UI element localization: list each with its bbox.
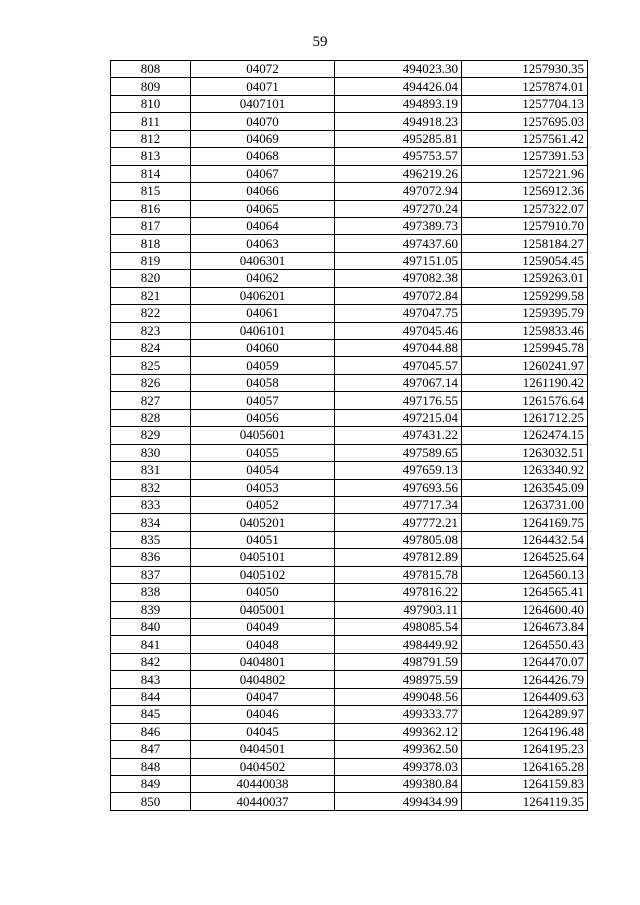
point-code-cell: 40440037 <box>191 793 335 810</box>
table-row <box>111 706 588 723</box>
y-coordinate-cell: 1264195.23 <box>462 741 588 758</box>
point-number-cell: 822 <box>111 305 191 322</box>
point-number-cell: 830 <box>111 444 191 461</box>
point-code-cell: 04071 <box>191 78 335 95</box>
y-coordinate-cell: 1263032.51 <box>462 444 588 461</box>
x-coordinate-cell: 494918.23 <box>335 113 462 130</box>
x-coordinate-cell: 497176.55 <box>335 392 462 409</box>
y-coordinate-cell: 1259054.45 <box>462 252 588 269</box>
y-coordinate-cell: 1257704.13 <box>462 95 588 112</box>
y-coordinate-cell: 1264196.48 <box>462 723 588 740</box>
x-coordinate-cell: 499380.84 <box>335 775 462 792</box>
y-coordinate-cell: 1259945.78 <box>462 340 588 357</box>
point-number-cell: 834 <box>111 514 191 531</box>
y-coordinate-cell: 1256912.36 <box>462 183 588 200</box>
point-number-cell: 810 <box>111 95 191 112</box>
point-code-cell: 0405201 <box>191 514 335 531</box>
x-coordinate-cell: 497072.84 <box>335 287 462 304</box>
table-row <box>111 305 588 322</box>
y-coordinate-cell: 1264565.41 <box>462 584 588 601</box>
point-number-cell: 814 <box>111 165 191 182</box>
point-code-cell: 04054 <box>191 462 335 479</box>
point-code-cell: 0404801 <box>191 653 335 670</box>
y-coordinate-cell: 1264119.35 <box>462 793 588 810</box>
y-coordinate-cell: 1264600.40 <box>462 601 588 618</box>
point-code-cell: 04068 <box>191 148 335 165</box>
point-number-cell: 846 <box>111 723 191 740</box>
table-row <box>111 113 588 130</box>
table-row <box>111 340 588 357</box>
y-coordinate-cell: 1257930.35 <box>462 61 588 78</box>
table-row <box>111 793 588 810</box>
y-coordinate-cell: 1261712.25 <box>462 409 588 426</box>
x-coordinate-cell: 497389.73 <box>335 217 462 234</box>
x-coordinate-cell: 499362.12 <box>335 723 462 740</box>
x-coordinate-cell: 494426.04 <box>335 78 462 95</box>
x-coordinate-cell: 497815.78 <box>335 566 462 583</box>
point-number-cell: 825 <box>111 357 191 374</box>
y-coordinate-cell: 1264470.07 <box>462 653 588 670</box>
table-row <box>111 566 588 583</box>
x-coordinate-cell: 499378.03 <box>335 758 462 775</box>
point-code-cell: 04047 <box>191 688 335 705</box>
point-code-cell: 04058 <box>191 374 335 391</box>
point-code-cell: 04053 <box>191 479 335 496</box>
point-number-cell: 838 <box>111 584 191 601</box>
table-row <box>111 549 588 566</box>
point-number-cell: 841 <box>111 636 191 653</box>
y-coordinate-cell: 1259395.79 <box>462 305 588 322</box>
y-coordinate-cell: 1261576.64 <box>462 392 588 409</box>
point-number-cell: 843 <box>111 671 191 688</box>
y-coordinate-cell: 1264289.97 <box>462 706 588 723</box>
point-code-cell: 0405001 <box>191 601 335 618</box>
x-coordinate-cell: 497816.22 <box>335 584 462 601</box>
point-code-cell: 04063 <box>191 235 335 252</box>
point-number-cell: 818 <box>111 235 191 252</box>
x-coordinate-cell: 497072.94 <box>335 183 462 200</box>
x-coordinate-cell: 497659.13 <box>335 462 462 479</box>
y-coordinate-cell: 1257561.42 <box>462 130 588 147</box>
x-coordinate-cell: 497693.56 <box>335 479 462 496</box>
table-row <box>111 741 588 758</box>
point-code-cell: 0404502 <box>191 758 335 775</box>
point-code-cell: 0405101 <box>191 549 335 566</box>
table-row <box>111 165 588 182</box>
table-row <box>111 775 588 792</box>
table-row <box>111 758 588 775</box>
table-row <box>111 671 588 688</box>
point-number-cell: 833 <box>111 496 191 513</box>
point-number-cell: 848 <box>111 758 191 775</box>
point-code-cell: 04064 <box>191 217 335 234</box>
point-number-cell: 808 <box>111 61 191 78</box>
y-coordinate-cell: 1264169.75 <box>462 514 588 531</box>
table-row <box>111 653 588 670</box>
y-coordinate-cell: 1262474.15 <box>462 427 588 444</box>
y-coordinate-cell: 1264673.84 <box>462 619 588 636</box>
point-code-cell: 04061 <box>191 305 335 322</box>
point-code-cell: 0406301 <box>191 252 335 269</box>
point-code-cell: 0406101 <box>191 322 335 339</box>
y-coordinate-cell: 1264159.83 <box>462 775 588 792</box>
x-coordinate-cell: 494023.30 <box>335 61 462 78</box>
table-row <box>111 200 588 217</box>
point-number-cell: 828 <box>111 409 191 426</box>
y-coordinate-cell: 1259833.46 <box>462 322 588 339</box>
y-coordinate-cell: 1264550.43 <box>462 636 588 653</box>
y-coordinate-cell: 1258184.27 <box>462 235 588 252</box>
y-coordinate-cell: 1264432.54 <box>462 531 588 548</box>
point-number-cell: 811 <box>111 113 191 130</box>
x-coordinate-cell: 497270.24 <box>335 200 462 217</box>
point-code-cell: 04070 <box>191 113 335 130</box>
table-row <box>111 217 588 234</box>
point-number-cell: 847 <box>111 741 191 758</box>
y-coordinate-cell: 1257221.96 <box>462 165 588 182</box>
point-code-cell: 04066 <box>191 183 335 200</box>
point-code-cell: 04065 <box>191 200 335 217</box>
point-code-cell: 0406201 <box>191 287 335 304</box>
table-row <box>111 688 588 705</box>
table-row <box>111 392 588 409</box>
y-coordinate-cell: 1264409.63 <box>462 688 588 705</box>
point-number-cell: 821 <box>111 287 191 304</box>
point-code-cell: 04057 <box>191 392 335 409</box>
table-row <box>111 235 588 252</box>
point-code-cell: 04051 <box>191 531 335 548</box>
point-number-cell: 826 <box>111 374 191 391</box>
point-code-cell: 0404802 <box>191 671 335 688</box>
point-number-cell: 815 <box>111 183 191 200</box>
point-number-cell: 849 <box>111 775 191 792</box>
point-code-cell: 04056 <box>191 409 335 426</box>
y-coordinate-cell: 1264525.64 <box>462 549 588 566</box>
table-row <box>111 270 588 287</box>
y-coordinate-cell: 1263340.92 <box>462 462 588 479</box>
x-coordinate-cell: 499048.56 <box>335 688 462 705</box>
x-coordinate-cell: 498085.54 <box>335 619 462 636</box>
point-number-cell: 817 <box>111 217 191 234</box>
y-coordinate-cell: 1257322.07 <box>462 200 588 217</box>
table-row <box>111 584 588 601</box>
x-coordinate-cell: 497805.08 <box>335 531 462 548</box>
point-code-cell: 04046 <box>191 706 335 723</box>
point-number-cell: 831 <box>111 462 191 479</box>
point-number-cell: 842 <box>111 653 191 670</box>
point-code-cell: 04052 <box>191 496 335 513</box>
table-row <box>111 374 588 391</box>
y-coordinate-cell: 1263731.00 <box>462 496 588 513</box>
table-row <box>111 531 588 548</box>
y-coordinate-cell: 1259299.58 <box>462 287 588 304</box>
table-row <box>111 252 588 269</box>
y-coordinate-cell: 1261190.42 <box>462 374 588 391</box>
point-code-cell: 0405102 <box>191 566 335 583</box>
y-coordinate-cell: 1264560.13 <box>462 566 588 583</box>
x-coordinate-cell: 499362.50 <box>335 741 462 758</box>
point-number-cell: 832 <box>111 479 191 496</box>
point-code-cell: 04072 <box>191 61 335 78</box>
table-row <box>111 619 588 636</box>
table-row <box>111 95 588 112</box>
point-code-cell: 0405601 <box>191 427 335 444</box>
y-coordinate-cell: 1257874.01 <box>462 78 588 95</box>
x-coordinate-cell: 497437.60 <box>335 235 462 252</box>
point-code-cell: 04069 <box>191 130 335 147</box>
x-coordinate-cell: 498791.59 <box>335 653 462 670</box>
page-number: 59 <box>312 34 328 50</box>
point-number-cell: 827 <box>111 392 191 409</box>
point-code-cell: 40440038 <box>191 775 335 792</box>
table-row <box>111 444 588 461</box>
table-row <box>111 723 588 740</box>
point-code-cell: 04050 <box>191 584 335 601</box>
point-number-cell: 823 <box>111 322 191 339</box>
table-row <box>111 78 588 95</box>
point-number-cell: 816 <box>111 200 191 217</box>
point-code-cell: 04055 <box>191 444 335 461</box>
table-row <box>111 130 588 147</box>
y-coordinate-cell: 1259263.01 <box>462 270 588 287</box>
point-code-cell: 04067 <box>191 165 335 182</box>
point-number-cell: 844 <box>111 688 191 705</box>
point-number-cell: 840 <box>111 619 191 636</box>
x-coordinate-cell: 499333.77 <box>335 706 462 723</box>
point-number-cell: 820 <box>111 270 191 287</box>
coordinates-table <box>110 60 588 811</box>
y-coordinate-cell: 1257391.53 <box>462 148 588 165</box>
point-number-cell: 819 <box>111 252 191 269</box>
x-coordinate-cell: 496219.26 <box>335 165 462 182</box>
x-coordinate-cell: 497045.57 <box>335 357 462 374</box>
x-coordinate-cell: 497082.38 <box>335 270 462 287</box>
point-number-cell: 813 <box>111 148 191 165</box>
x-coordinate-cell: 497045.46 <box>335 322 462 339</box>
coordinates-table-body <box>111 61 588 811</box>
table-row <box>111 322 588 339</box>
point-number-cell: 836 <box>111 549 191 566</box>
point-number-cell: 829 <box>111 427 191 444</box>
table-row <box>111 357 588 374</box>
point-code-cell: 04062 <box>191 270 335 287</box>
x-coordinate-cell: 494893.19 <box>335 95 462 112</box>
point-number-cell: 839 <box>111 601 191 618</box>
x-coordinate-cell: 497215.04 <box>335 409 462 426</box>
x-coordinate-cell: 497772.21 <box>335 514 462 531</box>
table-row <box>111 496 588 513</box>
point-code-cell: 0407101 <box>191 95 335 112</box>
x-coordinate-cell: 498975.59 <box>335 671 462 688</box>
x-coordinate-cell: 497044.88 <box>335 340 462 357</box>
point-code-cell: 04045 <box>191 723 335 740</box>
point-code-cell: 04059 <box>191 357 335 374</box>
y-coordinate-cell: 1257910.70 <box>462 217 588 234</box>
table-row <box>111 601 588 618</box>
point-code-cell: 0404501 <box>191 741 335 758</box>
x-coordinate-cell: 497812.89 <box>335 549 462 566</box>
point-code-cell: 04060 <box>191 340 335 357</box>
x-coordinate-cell: 497431.22 <box>335 427 462 444</box>
point-number-cell: 835 <box>111 531 191 548</box>
table-row <box>111 183 588 200</box>
x-coordinate-cell: 499434.99 <box>335 793 462 810</box>
point-code-cell: 04048 <box>191 636 335 653</box>
table-row <box>111 148 588 165</box>
x-coordinate-cell: 495285.81 <box>335 130 462 147</box>
x-coordinate-cell: 498449.92 <box>335 636 462 653</box>
y-coordinate-cell: 1260241.97 <box>462 357 588 374</box>
table-row <box>111 462 588 479</box>
point-number-cell: 837 <box>111 566 191 583</box>
table-row <box>111 427 588 444</box>
x-coordinate-cell: 497047.75 <box>335 305 462 322</box>
point-number-cell: 812 <box>111 130 191 147</box>
y-coordinate-cell: 1264165.28 <box>462 758 588 775</box>
y-coordinate-cell: 1257695.03 <box>462 113 588 130</box>
point-code-cell: 04049 <box>191 619 335 636</box>
point-number-cell: 850 <box>111 793 191 810</box>
point-number-cell: 809 <box>111 78 191 95</box>
table-row <box>111 61 588 78</box>
table-row <box>111 636 588 653</box>
y-coordinate-cell: 1263545.09 <box>462 479 588 496</box>
y-coordinate-cell: 1264426.79 <box>462 671 588 688</box>
x-coordinate-cell: 497903.11 <box>335 601 462 618</box>
x-coordinate-cell: 497717.34 <box>335 496 462 513</box>
point-number-cell: 824 <box>111 340 191 357</box>
table-row <box>111 479 588 496</box>
x-coordinate-cell: 497067.14 <box>335 374 462 391</box>
table-row <box>111 514 588 531</box>
x-coordinate-cell: 495753.57 <box>335 148 462 165</box>
table-row <box>111 287 588 304</box>
point-number-cell: 845 <box>111 706 191 723</box>
x-coordinate-cell: 497589.65 <box>335 444 462 461</box>
x-coordinate-cell: 497151.05 <box>335 252 462 269</box>
table-row <box>111 409 588 426</box>
